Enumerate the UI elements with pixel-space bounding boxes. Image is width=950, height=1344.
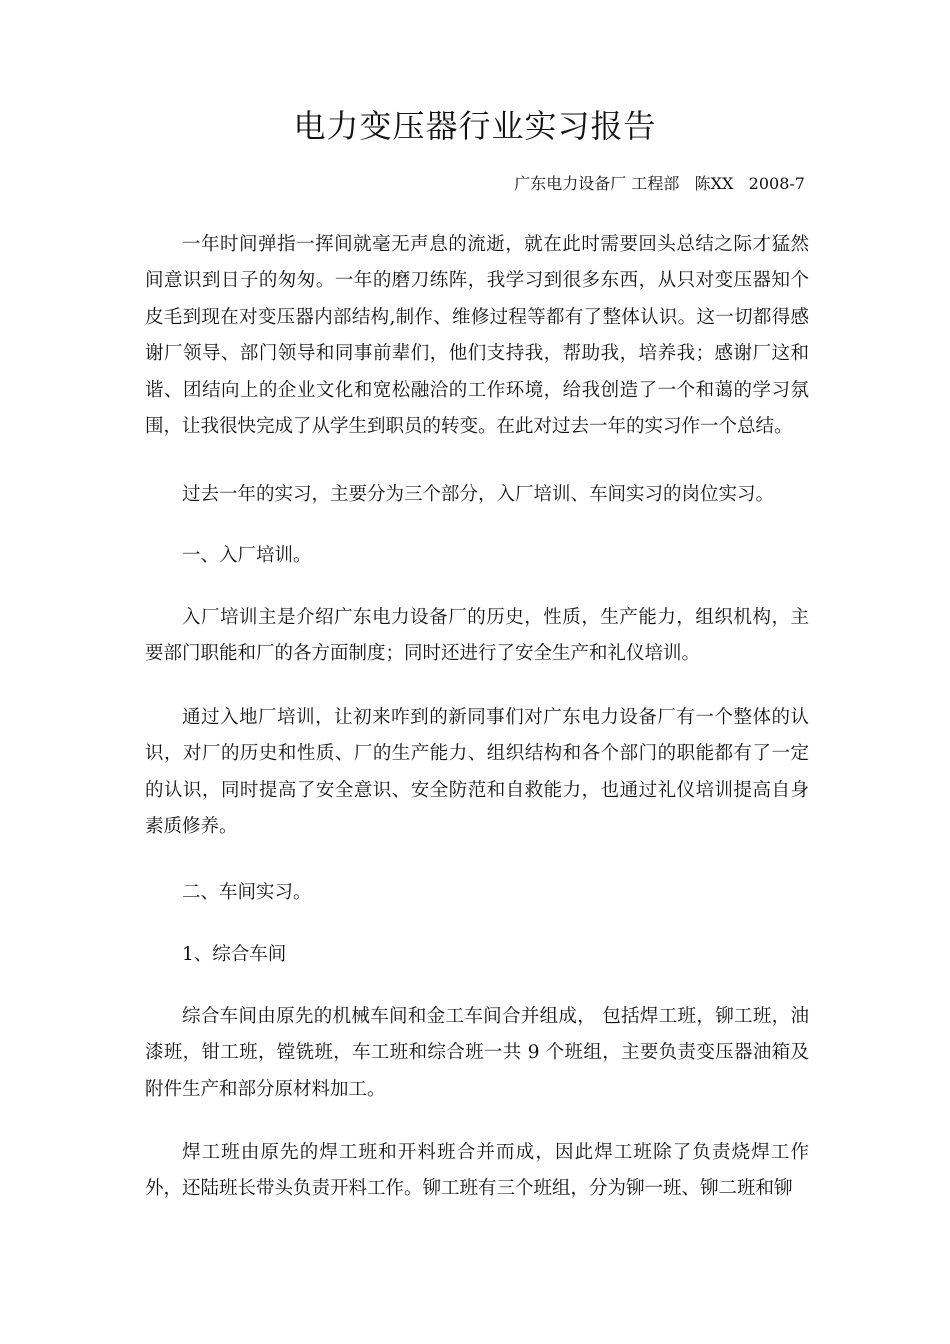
paragraph-onboarding-content: 入厂培训主是介绍广东电力设备厂的历史，性质，生产能力，组织机构，主要部门职能和厂的各方面制度；同时还进行了安全生产和礼仪培训。 — [145, 607, 809, 665]
section-heading-onboarding: 一、入厂培训。 — [182, 545, 312, 566]
section-heading-workshop: 二、车间实习。 — [182, 882, 312, 903]
document-title: 电力变压器行业实习报告 — [293, 107, 657, 145]
subsection-heading-general-workshop: 1、综合车间 — [182, 944, 287, 965]
paragraph-onboarding-result: 通过入地厂培训，让初来咋到的新同事们对广东电力设备厂有一个整体的认识，对厂的历史和性质、厂的生产能力、组织结构和各个部门的职能都有了一定的认识，同时提高了安全意识、安全防范和自救能力，也通过礼仪培训提高自身素质修养。 — [145, 707, 809, 838]
paragraph-general-workshop: 综合车间由原先的机械车间和金工车间合并组成， 包括焊工班，铆工班，油漆班，钳工班，镗铣班，车工班和综合班一共 9 个班组，主要负责变压器油箱及附件生产和部分原材料加工。 — [145, 1006, 809, 1100]
paragraph-welding-team: 焊工班由原先的焊工班和开料班合并而成，因此焊工班除了负责烧焊工作外，还陆班长带头负责开料工作。铆工班有三个班组，分为铆一班、铆二班和铆 — [145, 1142, 809, 1200]
paragraph-intro: 一年时间弹指一挥间就毫无声息的流逝，就在此时需要回头总结之际才猛然间意识到日子的匆匆。一年的磨刀练阵，我学习到很多东西，从只对变压器知个皮毛到现在对变压器内部结构,制作、维修过程等都有了整体认识。这一切都得感谢厂领导、部门领导和同事前辈们，他们支持我，帮助我，培养我；感谢厂这和谐、团结向上的企业文化和宽松融洽的工作环境，给我创造了一个和蔼的学习氛围，让我很快完成了从学生到职员的转变。在此对过去一年的实习作一个总结。 — [145, 234, 809, 438]
document-byline: 广东电力设备厂 工程部 陈XX 2008-7 — [514, 174, 805, 193]
paragraph-overview: 过去一年的实习，主要分为三个部分，入厂培训、车间实习的岗位实习。 — [182, 484, 775, 505]
